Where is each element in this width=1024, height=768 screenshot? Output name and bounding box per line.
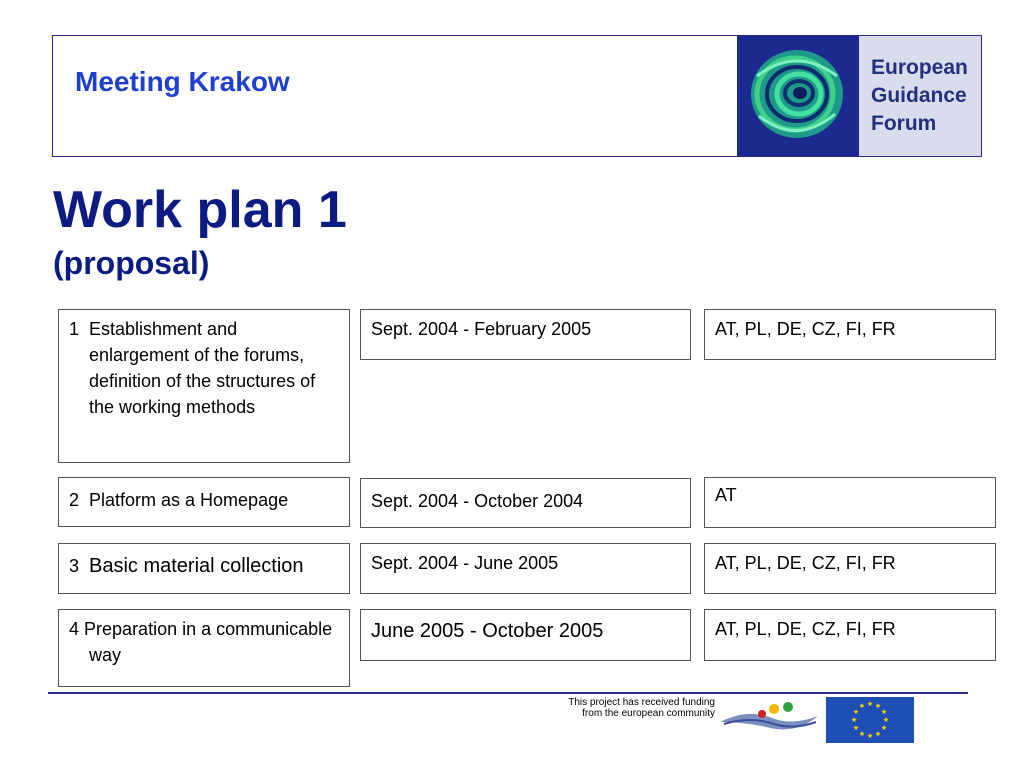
task-cell-4 — [58, 609, 350, 687]
svg-text:★: ★ — [882, 716, 890, 724]
period-cell-3: Sept. 2004 - June 2005 — [360, 543, 691, 594]
eu-flag-icon — [826, 697, 914, 743]
task-text: Preparation in a communicable way — [84, 619, 333, 665]
task-number: 3 — [69, 556, 80, 576]
logo-line-forum: Forum — [871, 112, 937, 135]
svg-text:★: ★ — [874, 730, 882, 738]
period-cell-2: Sept. 2004 - October 2004 — [360, 478, 691, 528]
header-banner — [52, 35, 982, 157]
swirl-logo-icon — [737, 36, 859, 156]
task-cell-3 — [58, 543, 350, 594]
countries-cell-1: AT, PL, DE, CZ, FI, FR — [704, 309, 996, 360]
logo-text — [859, 36, 981, 156]
svg-text:★: ★ — [852, 724, 860, 732]
period-cell-1: Sept. 2004 - February 2005 — [360, 309, 691, 360]
meeting-title: Meeting Krakow — [75, 66, 290, 97]
countries-cell-2: AT — [704, 477, 996, 528]
funding-notice — [520, 697, 715, 719]
task-number: 2 — [69, 490, 80, 510]
funding-line-1: This project has received funding — [568, 697, 715, 708]
svg-text:★: ★ — [852, 708, 860, 716]
page-title: Work plan 1 — [53, 181, 347, 239]
svg-text:★: ★ — [880, 708, 888, 716]
svg-text:★: ★ — [858, 730, 866, 738]
european-guidance-forum-logo — [737, 36, 981, 156]
task-number: 4 — [69, 619, 80, 639]
logo-line-guidance: Guidance — [871, 84, 967, 107]
countries-cell-3: AT, PL, DE, CZ, FI, FR — [704, 543, 996, 594]
task-text: Platform as a Homepage — [89, 490, 289, 510]
svg-text:★: ★ — [866, 700, 874, 708]
svg-text:★: ★ — [858, 702, 866, 710]
svg-text:★: ★ — [866, 732, 874, 740]
programme-logo-icon — [718, 694, 824, 744]
task-number: 1 — [69, 319, 80, 339]
task-text: Basic material collection — [89, 555, 304, 577]
period-cell-4: June 2005 - October 2005 — [360, 609, 691, 661]
svg-text:★: ★ — [874, 702, 882, 710]
page-subtitle: (proposal) — [53, 245, 210, 281]
task-cell-2 — [58, 477, 350, 527]
logo-line-european: European — [871, 56, 968, 79]
svg-text:★: ★ — [880, 724, 888, 732]
svg-text:★: ★ — [850, 716, 858, 724]
footer-divider — [48, 692, 968, 694]
funding-line-2: from the european community — [582, 708, 715, 719]
countries-cell-4: AT, PL, DE, CZ, FI, FR — [704, 609, 996, 661]
task-cell-1 — [58, 309, 350, 463]
task-text: Establishment and enlargement of the forums, definition of the structures of the working methods — [89, 319, 316, 417]
